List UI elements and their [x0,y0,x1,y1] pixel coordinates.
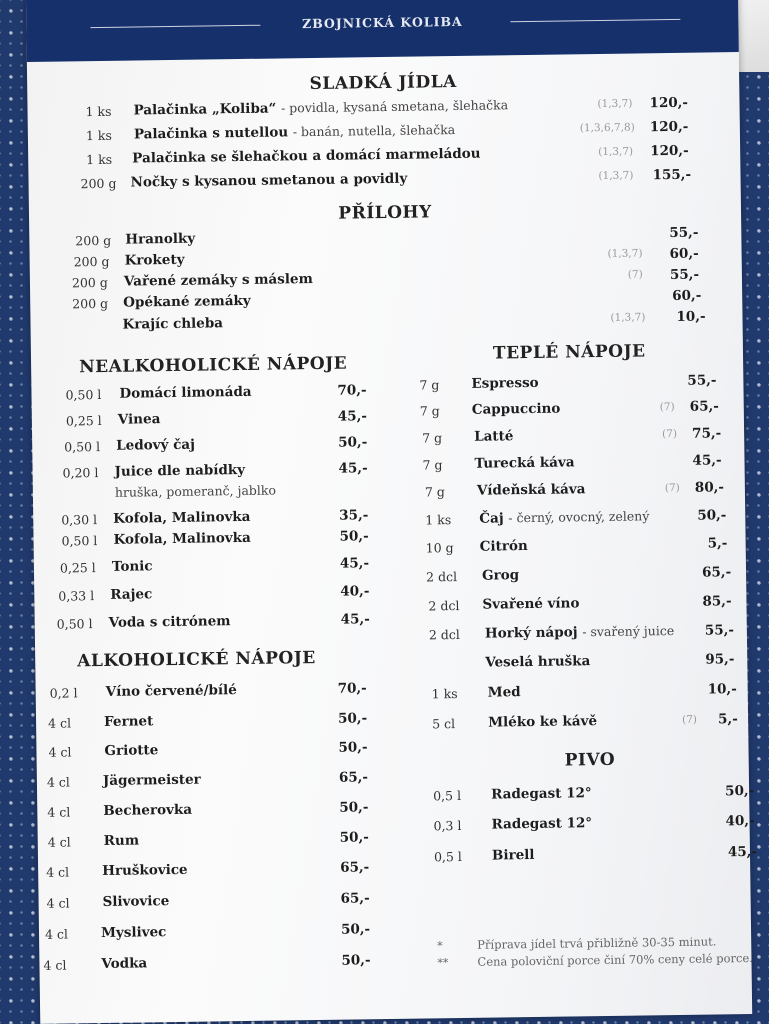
item-qty: 200 g [72,295,109,312]
item-qty: 0,30 l [61,512,98,528]
item-qty: 2 dcl [428,627,460,643]
item-price: 120,- [649,94,689,112]
item-allergens: (1,3,6,7,8) [579,121,635,135]
item-qty: 0,50 l [65,386,102,403]
item-price: 45,- [337,408,368,425]
item-qty: 4 cl [48,744,72,760]
item-name: Palačinka s nutellou - banán, nutella, šlehačka [133,122,456,143]
item-price: 50,- [338,739,368,756]
item-price: 65,- [340,890,370,907]
item-qty: 0,25 l [59,560,96,576]
item-qty: 0,5 l [433,788,462,804]
item-name: Kofola, Malinovka [113,529,251,548]
item-price: 85,- [702,593,732,610]
soft-drinks-heading: NEALKOHOLICKÉ NÁPOJE [78,353,348,378]
item-name: Krokety [124,251,185,269]
item-price: 10,- [707,681,737,698]
item-qty: 7 g [424,484,445,500]
item-name: Slivovice [102,893,170,911]
item-name: Grog [481,567,520,584]
item-name: Palačinka se šlehačkou a domácí marmeládou [132,145,481,167]
item-qty: 4 cl [47,834,71,850]
item-price: 5,- [707,535,728,552]
item-name: Citrón [479,538,528,555]
item-qty: 1 ks [86,151,113,168]
item-qty: 7 g [419,377,440,393]
item-price: 120,- [649,118,689,136]
item-qty: 2 dcl [425,569,458,585]
item-name: Radegast 12° [491,785,592,803]
item-desc: - povidla, kysaná smetana, šlehačka [280,97,509,116]
beer-heading: PIVO [564,749,616,771]
item-name: Palačinka „Koliba“ - povidla, kysaná smetana, šlehačka [133,97,509,119]
footnote-mark: * [437,939,443,953]
item-name: Voda s citrónem [108,613,231,631]
item-allergens: (7) [662,427,678,441]
item-name: Latté [474,428,514,445]
item-price: 50,- [697,507,727,524]
item-price: 155,- [652,166,692,184]
item-qty: 4 cl [47,715,72,731]
header-band [26,0,739,62]
item-price: 45,- [339,555,370,572]
item-allergens: (1,3,7) [597,97,633,111]
item-qty: 1 ks [85,127,112,144]
item-qty: 0,3 l [433,818,462,834]
item-price: 55,- [704,622,735,639]
item-price: 45,- [340,611,370,628]
item-price: 50,- [338,434,368,451]
item-qty: 5 cl [432,716,456,732]
item-price: 60,- [672,287,702,305]
item-price: 55,- [687,372,717,389]
item-name: Veselá hruška [485,653,591,671]
item-sub: hruška, pomeranč, jablko [114,482,277,500]
item-desc: - banán, nutella, šlehačka [292,122,456,140]
item-name: Vinea [117,411,161,428]
footnote-mark: ** [437,956,449,970]
item-price: 55,- [669,266,700,284]
item-allergens: (1,3,7) [598,169,634,183]
item-price: 35,- [339,507,369,524]
item-price: 45,- [338,460,368,477]
item-name: Jägermeister [102,771,201,790]
item-qty: 200 g [80,175,117,192]
item-name: Víno červené/bílé [105,682,237,700]
item-price: 95,- [705,651,735,668]
item-price: 5,- [718,711,738,728]
item-name: Mléko ke kávě [488,713,598,731]
item-name: Vodka [101,955,148,973]
item-price: 50,- [725,782,755,800]
item-qty: 7 g [422,457,443,473]
item-price: 65,- [338,769,369,786]
item-price: 50,- [337,710,368,727]
item-price: 40,- [725,812,755,830]
item-price: 45,- [692,452,722,469]
item-desc: - černý, ovocný, zelený [508,508,650,526]
item-allergens: (7) [664,481,680,495]
item-name: Radegast 12° [491,815,593,833]
item-qty: 4 cl [44,926,69,942]
item-name: Opékané zemáky [123,292,251,311]
item-price: 70,- [337,680,367,697]
item-name: Myslivec [100,924,167,942]
item-allergens: (1,3,7) [598,145,634,159]
item-price: 50,- [340,921,371,938]
item-name: Juice dle nabídky [114,461,246,480]
item-qty: 200 g [73,253,110,270]
item-qty: 200 g [71,274,108,291]
item-desc: - svařený juice [582,623,675,640]
item-price: 45,- [727,843,758,861]
item-qty: 0,33 l [58,588,95,604]
item-qty: 7 g [419,403,440,419]
item-allergens: (7) [659,400,675,414]
item-qty: 0,50 l [64,439,101,455]
item-qty: 4 cl [47,804,71,820]
item-allergens: (1,3,7) [607,247,643,260]
hot-drinks-heading: TEPLÉ NÁPOJE [492,341,646,364]
item-name: Tonic [111,558,153,575]
item-name: Hruškovice [102,861,188,880]
item-name: Med [487,684,521,701]
item-allergens: (1,3,7) [610,311,646,324]
item-name: Vídeňská káva [476,481,586,499]
item-name: Ledový čaj [116,436,196,454]
item-qty: 7 g [422,430,443,446]
item-qty: 4 cl [46,774,70,790]
item-qty: 1 ks [425,512,452,528]
item-name: Becherovka [103,801,193,819]
item-name: Turecká káva [474,454,575,472]
item-qty: 0,20 l [62,465,99,481]
item-name: Rum [103,832,140,849]
item-price: 50,- [339,528,369,545]
restaurant-name: ZBOJNICKÁ KOLIBA [301,13,463,32]
item-qty: 0,50 l [56,616,93,632]
item-price: 50,- [339,799,369,816]
item-qty: 4 cl [43,957,67,973]
item-qty: 0,2 l [49,685,78,701]
alcohol-heading: ALKOHOLICKÉ NÁPOJE [77,648,316,672]
item-qty: 0,5 l [433,848,462,865]
item-price: 60,- [669,245,699,263]
item-qty: 200 g [75,232,112,249]
item-price: 65,- [689,398,719,415]
item-name: Birell [491,846,535,864]
item-qty: 0,50 l [61,533,98,549]
item-name: Rajec [110,586,153,603]
item-price: 70,- [337,382,367,399]
item-name: Espresso [471,374,539,392]
item-name: Nočky s kysanou smetanou a povidly [130,170,408,191]
footnote-text: Cena poloviční porce činí 70% ceny celé porce. [477,950,753,969]
item-price: 75,- [692,425,722,442]
item-name: Svařené víno [482,595,580,613]
item-qty: 4 cl [46,864,70,880]
item-price: 65,- [701,564,732,581]
item-price: 50,- [341,952,371,969]
item-price: 50,- [339,829,369,846]
item-name: Čaj - černý, ovocný, zelený [479,508,650,527]
item-name: Kofola, Malinovka [113,508,251,527]
item-name: Horký nápoj - svařený juice [484,623,675,642]
item-price: 10,- [676,308,706,325]
item-qty: 0,25 l [65,412,102,429]
item-price: 40,- [340,583,370,600]
item-qty: 4 cl [46,895,70,911]
sides-heading: PŘÍLOHY [338,202,432,224]
item-name: Domácí limonáda [119,383,252,402]
item-price: 55,- [669,224,699,242]
item-name: Cappuccino [471,400,561,418]
item-name: Fernet [103,713,154,730]
sweets-heading: SLADKÁ JÍDLA [309,71,457,95]
item-qty: 2 dcl [428,598,460,614]
item-qty: 10 g [425,540,454,556]
item-name: Krajíc chleba [122,315,224,333]
item-price: 120,- [650,142,689,160]
item-name: Hranolky [125,230,196,248]
item-qty: 1 ks [85,103,112,120]
item-name: Vařené zemáky s máslem [123,271,313,290]
item-allergens: (7) [682,713,698,726]
item-qty: 1 ks [431,686,458,702]
item-price: 65,- [340,859,370,876]
footnote-text: Příprava jídel trvá přibližně 30-35 minut. [477,934,717,952]
item-name: Griotte [104,742,159,759]
item-price: 80,- [694,479,725,496]
item-allergens: (7) [627,268,643,281]
menu-sheet [26,0,758,1024]
